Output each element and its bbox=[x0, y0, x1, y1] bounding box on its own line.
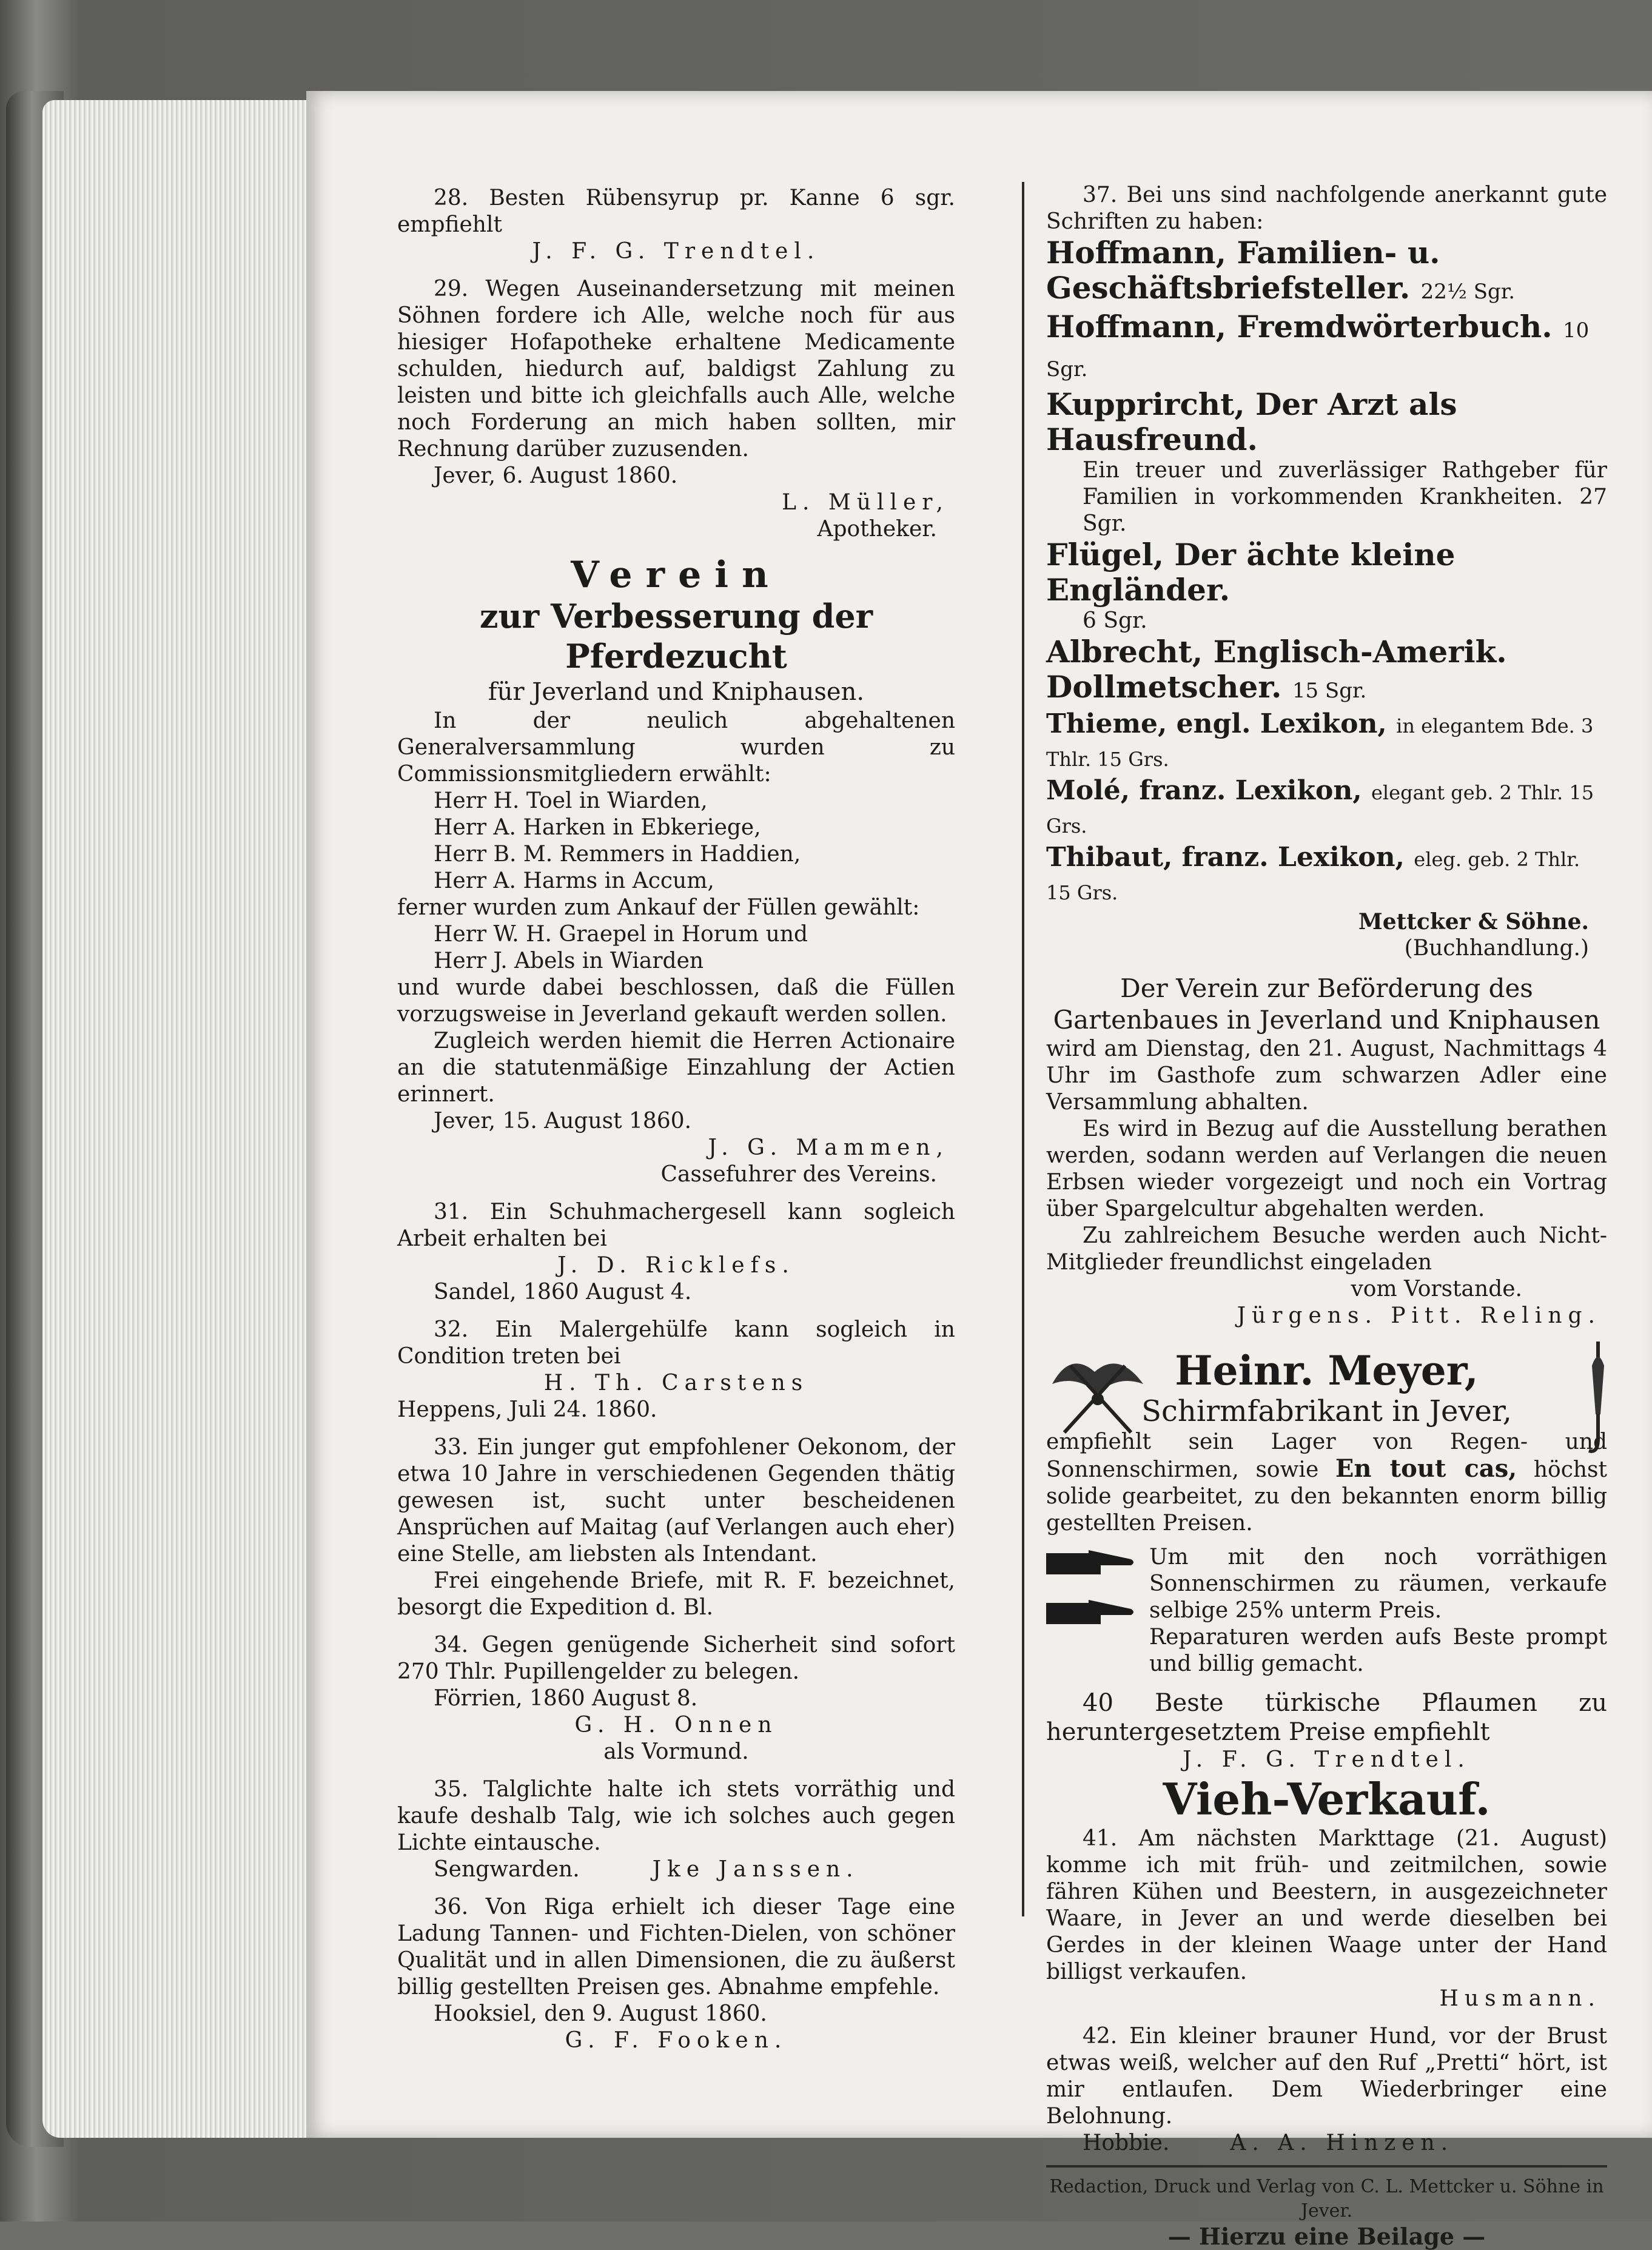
book-mole bbox=[1046, 775, 1607, 842]
book-2-title: Hoffmann, Fremdwörterbuch. bbox=[1046, 309, 1553, 344]
ad-36-place: Hooksiel, den 9. August 1860. bbox=[434, 2001, 767, 2026]
book-5-title: Albrecht, Englisch-Amerik. Dollmetscher. bbox=[1046, 634, 1507, 705]
ad-40-signature: J. F. G. Trendtel. bbox=[1183, 1747, 1471, 1772]
ad-42-place bbox=[1046, 2130, 1607, 2157]
book-3-description: Ein treuer und zuverlässiger Rathgeber für Familien in vorkommenden Krankheiten. 27 Sgr. bbox=[1083, 458, 1607, 536]
meyer-heading: Heinr. Meyer, bbox=[1175, 1347, 1479, 1394]
column-rule bbox=[1022, 182, 1024, 1916]
book-2-price: 10 Sgr. bbox=[1046, 318, 1590, 381]
garten-signature: vom Vorstande. bbox=[1351, 1277, 1522, 1301]
ad-32-place: Heppens, Juli 24. 1860. bbox=[397, 1397, 657, 1422]
meyer-ad bbox=[1046, 1348, 1607, 1677]
garten-signature-2: Jürgens. Pitt. Reling. bbox=[1237, 1303, 1601, 1328]
ad-34-place: Förrien, 1860 August 8. bbox=[434, 1686, 698, 1711]
ad-29-signature: L. Müller, bbox=[782, 490, 949, 515]
imprint: Redaction, Druck und Verlag von C. L. Mettcker u. Söhne in Jever. bbox=[1046, 2165, 1607, 2223]
hands-column bbox=[1046, 1544, 1149, 1677]
ad-37-signature-2: (Buchhandlung.) bbox=[1404, 936, 1589, 961]
verein-text-1: In der neulich abgehaltenen Generalversammlung wurden zu Commissionsmitgliedern erwählt: bbox=[397, 708, 955, 787]
supplement-note: — Hierzu eine Beilage — bbox=[1167, 2223, 1486, 2250]
ad-34-signature: G. H. Onnen bbox=[574, 1713, 778, 1738]
meyer-text-3: Reparaturen werden aufs Beste prompt und billig gemacht. bbox=[1149, 1625, 1607, 1676]
ad-41: 41. Am nächsten Markttage (21. August) komme ich mit früh- und zeitmilchen, sowie fähren Kühen und Beestern, in ausgezeichneter Waare, in Jever an und werde dieselben bei Gerdes in der kleinen Waage unter der Hand billigst verkaufen. bbox=[1046, 1826, 1607, 1984]
book-hoffmann-fremdwoerterbuch bbox=[1046, 309, 1607, 387]
garten-text-1: wird am Dienstag, den 21. August, Nachmittags 4 Uhr im Gasthofe zum schwarzen Adler eine Versammlung abhalten. bbox=[1046, 1036, 1607, 1115]
ad-34: 34. Gegen genügende Sicherheit sind sofort 270 Thlr. Pupillengelder zu belegen. bbox=[397, 1633, 955, 1684]
verein-place: Jever, 15. August 1860. bbox=[434, 1109, 692, 1133]
ad-33: 33. Ein junger gut empfohlener Oekonom, der etwa 10 Jahre in verschiedenen Gegenden thätig gewesen ist, sucht unter bescheidenen Ansprüchen auf Maitag (auf Verlangen auch eher) eine Stelle, am liebsten als Intendant. bbox=[397, 1435, 955, 1567]
book-1-price: 22½ Sgr. bbox=[1420, 280, 1516, 304]
book-8-title: Thibaut, franz. Lexikon, bbox=[1046, 842, 1405, 873]
ad-28: 28. Besten Rübensyrup pr. Kanne 6 sgr. empfiehlt bbox=[397, 186, 955, 237]
ad-42-signature: A. A. Hinzen. bbox=[1230, 2131, 1454, 2155]
pointing-hand-icon-2 bbox=[1046, 1594, 1137, 1630]
verein-member-2: Herr A. Harken in Ebkeriege, bbox=[434, 815, 761, 840]
book-6-title: Thieme, engl. Lexikon, bbox=[1046, 708, 1387, 739]
ad-31: 31. Ein Schuhmachergesell kann sogleich Arbeit erhalten bei bbox=[397, 1200, 955, 1251]
ad-32-signature: H. Th. Carstens bbox=[543, 1371, 809, 1395]
meyer-text-1b: höchst solide gearbeitet, zu den bekannten enorm billig gestellten Preisen. bbox=[1046, 1457, 1607, 1536]
right-column bbox=[1046, 182, 1607, 2250]
ad-31-signature: J. D. Ricklefs. bbox=[557, 1253, 795, 1278]
book-6-price: in elegantem Bde. 3 Thlr. 15 Grs. bbox=[1046, 714, 1594, 771]
book-5-price: 15 Sgr. bbox=[1292, 679, 1367, 703]
book-albrecht bbox=[1046, 634, 1607, 708]
verein-signature-title: Cassefuhrer des Vereins. bbox=[660, 1162, 937, 1187]
ad-29-place: Jever, 6. August 1860. bbox=[434, 463, 678, 488]
ad-29-title: Apotheker. bbox=[817, 517, 937, 542]
meyer-text-1a: empfiehlt sein Lager von Regen- und Sonnenschirmen, sowie bbox=[1046, 1429, 1607, 1482]
verein-text-3: und wurde dabei beschlossen, daß die Füllen vorzugsweise in Jeverland gekauft werden sollen. bbox=[397, 975, 955, 1027]
ad-32: 32. Ein Malergehülfe kann sogleich in Condition treten bei bbox=[397, 1317, 955, 1369]
meyer-text-1 bbox=[1046, 1429, 1607, 1537]
ad-36: 36. Von Riga erhielt ich dieser Tage eine Ladung Tannen- und Fichten-Dielen, von schöner Qualität und in allen Dimensionen, die zu äußerst billig gestellten Preisen ges. Abnahme empfehle. bbox=[397, 1895, 955, 2000]
vieh-verkauf-heading: Vieh-Verkauf. bbox=[1163, 1773, 1491, 1825]
book-7-title: Molé, franz. Lexikon, bbox=[1046, 775, 1362, 806]
book-thieme bbox=[1046, 708, 1607, 775]
book-kupprircht: Kupprircht, Der Arzt als Hausfreund. bbox=[1046, 386, 1457, 457]
ad-33-text-2: Frei eingehende Briefe, mit R. F. bezeichnet, besorgt die Expedition d. Bl. bbox=[397, 1568, 955, 1620]
ad-36-signature: G. F. Fooken. bbox=[565, 2028, 788, 2053]
ad-29: 29. Wegen Auseinandersetzung mit meinen Söhnen fordere ich Alle, welche noch für aus hiesiger Hofapotheke erhaltene Medicamente schulden, hiedurch auf, baldigst Zahlung zu leisten und bitte ich gleichfalls auch Alle, welche noch Forderung an mich haben sollten, mir Rechnung darüber zuzusenden. bbox=[397, 277, 955, 462]
ad-28-signature: J. F. G. Trendtel. bbox=[532, 239, 821, 264]
verein-text-4: Zugleich werden hiemit die Herren Actionaire an die statutenmäßige Einzahlung der Actien erinnert. bbox=[397, 1029, 955, 1107]
verein-member-3: Herr B. M. Remmers in Haddien, bbox=[434, 842, 801, 867]
cane-umbrella-icon bbox=[1586, 1342, 1610, 1457]
ad-37: 37. Bei uns sind nachfolgende anerkannt gute Schriften zu haben: bbox=[1046, 183, 1607, 234]
verein-member-5: Herr W. H. Graepel in Horum und bbox=[434, 922, 808, 947]
ad-40: 40 Beste türkische Pflaumen zu heruntergesetztem Preise empfiehlt bbox=[1046, 1689, 1607, 1746]
verein-member-6: Herr J. Abels in Wiarden bbox=[434, 949, 704, 973]
ad-35-signature: Jke Janssen. bbox=[652, 1857, 859, 1882]
verein-text-2: ferner wurden zum Ankauf der Füllen gewählt: bbox=[397, 895, 920, 920]
meyer-offer bbox=[1046, 1544, 1607, 1677]
book-thibaut bbox=[1046, 842, 1607, 908]
book-7-price: elegant geb. 2 Thlr. 15 Grs. bbox=[1046, 781, 1594, 838]
ad-37-signature: Mettcker & Söhne. bbox=[1358, 909, 1589, 935]
verein-subheading: zur Verbesserung der Pferdezucht bbox=[479, 597, 873, 676]
book-page-edges bbox=[42, 100, 321, 2138]
ad-41-signature: Husmann. bbox=[1439, 1986, 1601, 2011]
meyer-subheading: Schirmfabrikant in Jever, bbox=[1141, 1394, 1512, 1428]
book-fluegel: Flügel, Der ächte kleine Engländer. bbox=[1046, 537, 1456, 608]
book-8-price: eleg. geb. 2 Thlr. 15 Grs. bbox=[1046, 848, 1580, 904]
verein-member-4: Herr A. Harms in Accum, bbox=[434, 868, 714, 893]
book-4-price: 6 Sgr. bbox=[1083, 608, 1147, 633]
ad-42-place-text: Hobbie. bbox=[1083, 2131, 1170, 2155]
verein-signature: J. G. Mammen, bbox=[708, 1135, 949, 1160]
meyer-en-tout-cas: En tout cas, bbox=[1335, 1454, 1517, 1483]
book-1-title: Hoffmann, Familien- u. Geschäftsbriefsteller. bbox=[1046, 235, 1440, 306]
garten-heading: Der Verein zur Beförderung des Gartenbaues in Jeverland und Kniphausen bbox=[1053, 973, 1600, 1035]
ad-35-place bbox=[397, 1856, 955, 1883]
garten-text-3: Zu zahlreichem Besuche werden auch Nicht-Mitglieder freundlichst eingeladen bbox=[1046, 1223, 1607, 1275]
meyer-text-2: Um mit den noch vorräthigen Sonnenschirmen zu räumen, verkaufe selbige 25% unterm Preis. bbox=[1149, 1545, 1607, 1623]
meyer-offer-text bbox=[1149, 1544, 1607, 1677]
ad-34-title: als Vormund. bbox=[603, 1739, 749, 1764]
pointing-hand-icon bbox=[1046, 1544, 1137, 1580]
verein-heading: Verein bbox=[571, 554, 782, 596]
ad-31-place: Sandel, 1860 August 4. bbox=[434, 1280, 692, 1305]
left-column bbox=[397, 185, 955, 2054]
book-hoffmann-briefsteller bbox=[1046, 235, 1607, 309]
verein-member-1: Herr H. Toel in Wiarden, bbox=[434, 788, 708, 813]
umbrella-icon bbox=[1046, 1348, 1149, 1439]
garten-text-2: Es wird in Bezug auf die Ausstellung berathen werden, sodann werden auf Verlangen die neuen Erbsen wieder vorgezeigt und noch ein Vortrag über Spargelcultur abgehalten werden. bbox=[1046, 1117, 1607, 1221]
verein-region: für Jeverland und Kniphausen. bbox=[488, 678, 865, 706]
ad-42: 42. Ein kleiner brauner Hund, vor der Brust etwas weiß, welcher auf den Ruf „Pretti“ hört, ist mir entlaufen. Dem Wiederbringer eine Belohnung. bbox=[1046, 2024, 1607, 2129]
ad-35-place-text: Sengwarden. bbox=[434, 1857, 580, 1882]
ad-35: 35. Talglichte halte ich stets vorräthig und kaufe deshalb Talg, wie ich solches auch gegen Lichte eintausche. bbox=[397, 1777, 955, 1855]
